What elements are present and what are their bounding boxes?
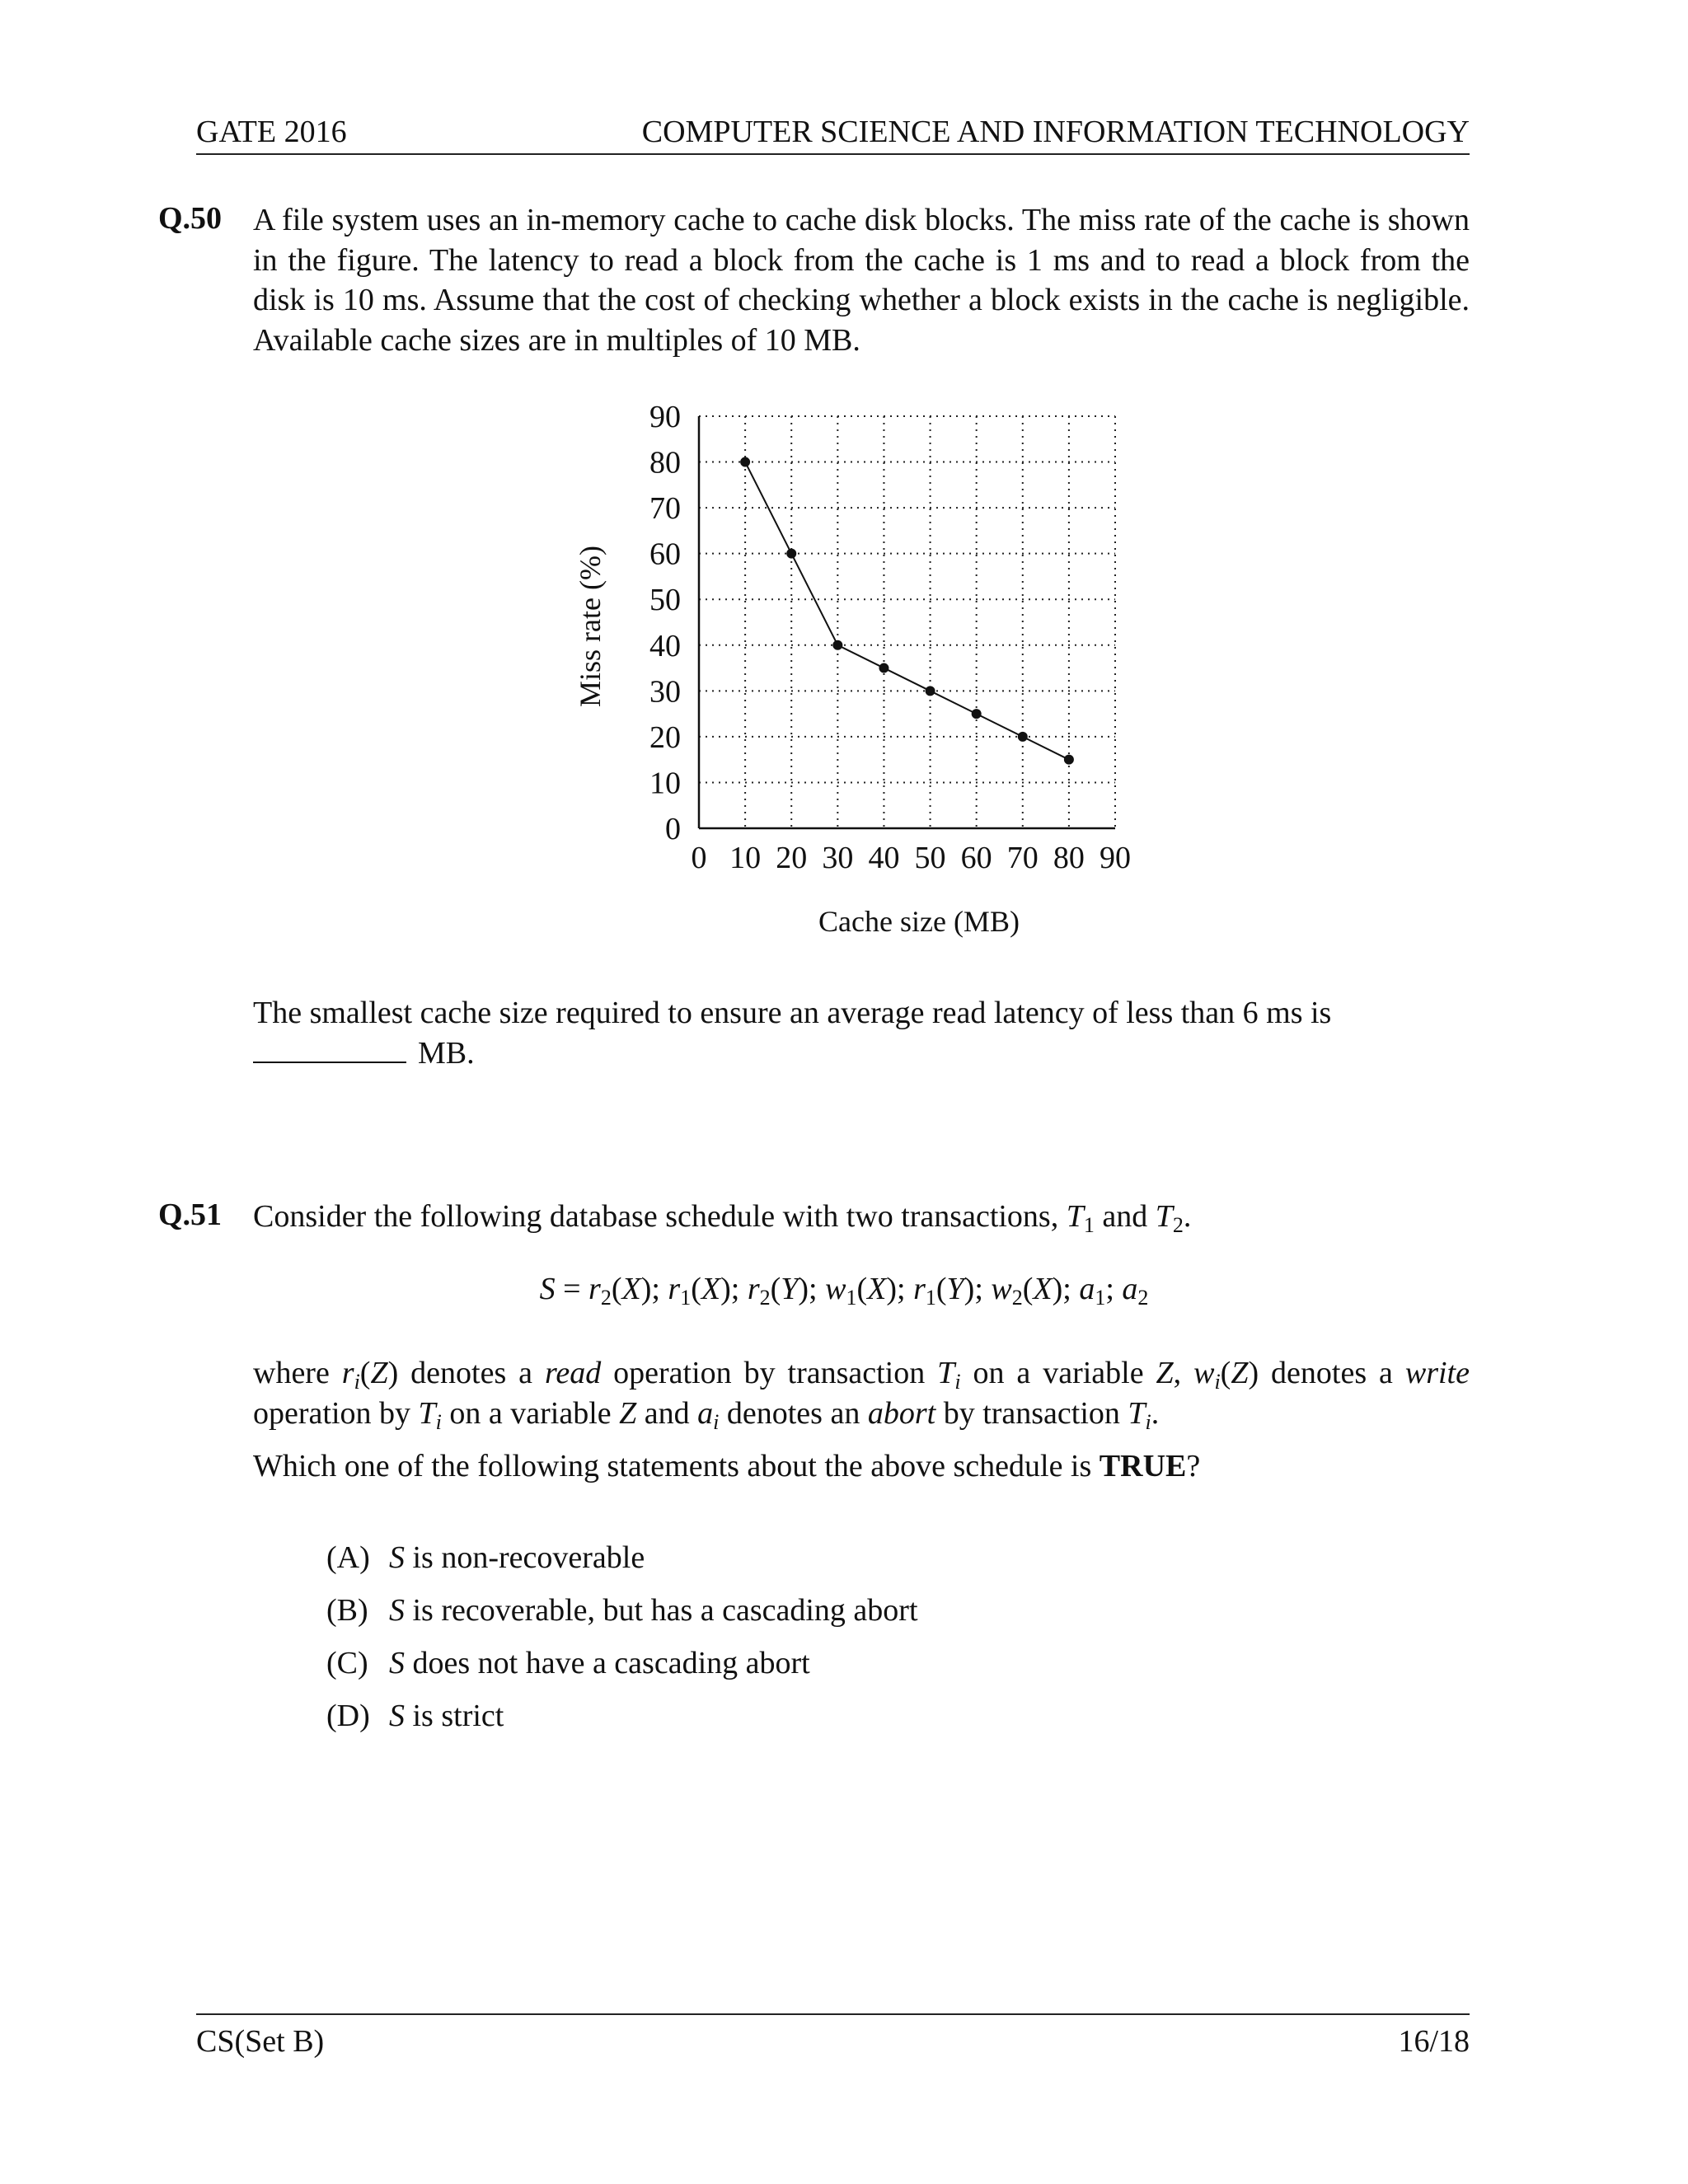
x-tick-label: 90 <box>1100 841 1131 875</box>
series-line <box>745 462 1069 760</box>
option-var: S <box>389 1699 405 1733</box>
option-text: does not have a cascading abort <box>405 1646 810 1680</box>
header-left: GATE 2016 <box>196 115 347 149</box>
miss-rate-chart <box>560 387 1170 948</box>
q51-intro <box>253 1197 1470 1237</box>
y-tick-label: 10 <box>649 766 681 801</box>
x-tick-label: 30 <box>822 841 854 875</box>
y-tick-label: 30 <box>649 674 681 710</box>
period-text: . <box>1183 1199 1192 1234</box>
y-tick-label: 80 <box>649 445 681 480</box>
data-point <box>832 640 842 650</box>
q50-question-text: The smallest cache size required to ensure an average read latency of less than 6 ms is <box>253 996 1332 1030</box>
header-rule <box>196 153 1470 155</box>
q51-number: Q.51 <box>158 1197 223 1232</box>
q50-number: Q.50 <box>158 201 223 236</box>
y-tick-label: 50 <box>649 583 681 618</box>
miss-rate-line <box>745 462 1069 760</box>
option-text: is recoverable, but has a cascading abort <box>405 1593 918 1628</box>
x-axis-label: Cache size (MB) <box>818 905 1020 938</box>
x-tick-label: 60 <box>960 841 992 875</box>
option-d[interactable] <box>326 1698 504 1734</box>
t2-subscript: 2 <box>1172 1213 1184 1237</box>
prompt-bold: TRUE <box>1099 1449 1187 1483</box>
footer-right: 16/18 <box>1398 2024 1470 2059</box>
footer-left: CS(Set B) <box>196 2024 325 2059</box>
y-tick-label: 20 <box>649 719 681 755</box>
x-tick-labels <box>692 841 1132 875</box>
q51-intro-text: Consider the following database schedule with two transactions, <box>253 1199 1067 1234</box>
q51-prompt <box>253 1446 1470 1487</box>
x-tick-label: 80 <box>1053 841 1085 875</box>
x-tick-label: 10 <box>729 841 762 875</box>
option-label: (C) <box>326 1646 368 1680</box>
x-tick-label: 20 <box>776 841 808 875</box>
y-tick-label: 70 <box>649 491 681 527</box>
y-tick-labels <box>649 400 681 846</box>
and-text: and <box>1094 1199 1156 1234</box>
y-tick-label: 40 <box>649 628 681 663</box>
grid-lines <box>699 416 1115 828</box>
t1-symbol: T <box>1066 1199 1084 1234</box>
option-var: S <box>389 1540 405 1575</box>
schedule-formula <box>0 1271 1688 1310</box>
series-points <box>740 457 1074 765</box>
x-tick-label: 70 <box>1006 841 1039 875</box>
option-c[interactable] <box>326 1645 810 1681</box>
prompt-text: Which one of the following statements about the above schedule is <box>253 1449 1100 1483</box>
data-point <box>786 549 796 559</box>
data-point <box>1064 755 1074 765</box>
x-tick-label: 0 <box>691 841 707 875</box>
data-point <box>926 686 935 696</box>
option-label: (D) <box>326 1699 370 1733</box>
option-a[interactable] <box>326 1540 645 1576</box>
q50-intro: A file system uses an in-memory cache to cache disk blocks. The miss rate of the cache is shown in the figure. The latency to read a block from the cache is 1 ms and to read a block from the disk is 10 ms. Assume that the cost of checking whether a block exists in the cache is negligible. Available cache sizes are in multiples of 10 MB. <box>253 203 1470 358</box>
y-tick-label: 0 <box>665 812 681 846</box>
option-label: (B) <box>326 1593 368 1628</box>
y-axis-label: Miss rate (%) <box>574 546 607 707</box>
schedule-text: $S = r_2(X)$; $r_1(X)$; $r_2(Y)$; $w_1(X)$; $r_1(Y)$; $w_2(X)$; $a_1$; $a_2$ <box>539 1272 1149 1310</box>
x-tick-label: 50 <box>914 841 946 875</box>
option-var: S <box>389 1593 405 1628</box>
y-tick-label: 60 <box>649 537 681 572</box>
option-label: (A) <box>326 1540 370 1575</box>
header-right: COMPUTER SCIENCE AND INFORMATION TECHNOLOGY <box>641 115 1470 149</box>
option-var: S <box>389 1646 405 1680</box>
prompt-end: ? <box>1186 1449 1201 1483</box>
answer-blank[interactable] <box>253 1037 406 1063</box>
q50-unit: MB. <box>418 1035 475 1071</box>
t2-symbol: T <box>1155 1199 1173 1234</box>
option-text: is strict <box>405 1699 504 1733</box>
t1-subscript: 1 <box>1083 1213 1095 1237</box>
data-point <box>740 457 750 467</box>
q51-where: where $r_i(Z)$ denotes a read operation by transaction $T_i$ on a variable Z, $w_i(Z)$ denotes a write operation by $T_i$ on a variable Z and $a_i$ denotes an abort by transaction $T_i$. <box>253 1356 1470 1434</box>
axes <box>699 416 1115 828</box>
option-text: is non-recoverable <box>405 1540 645 1575</box>
y-tick-label: 90 <box>649 400 681 434</box>
data-point <box>879 663 889 673</box>
footer-rule <box>196 2013 1470 2015</box>
data-point <box>972 709 982 719</box>
option-b[interactable] <box>326 1592 918 1629</box>
x-tick-label: 40 <box>868 841 900 875</box>
data-point <box>1018 732 1028 742</box>
q50-question <box>253 993 1470 1073</box>
